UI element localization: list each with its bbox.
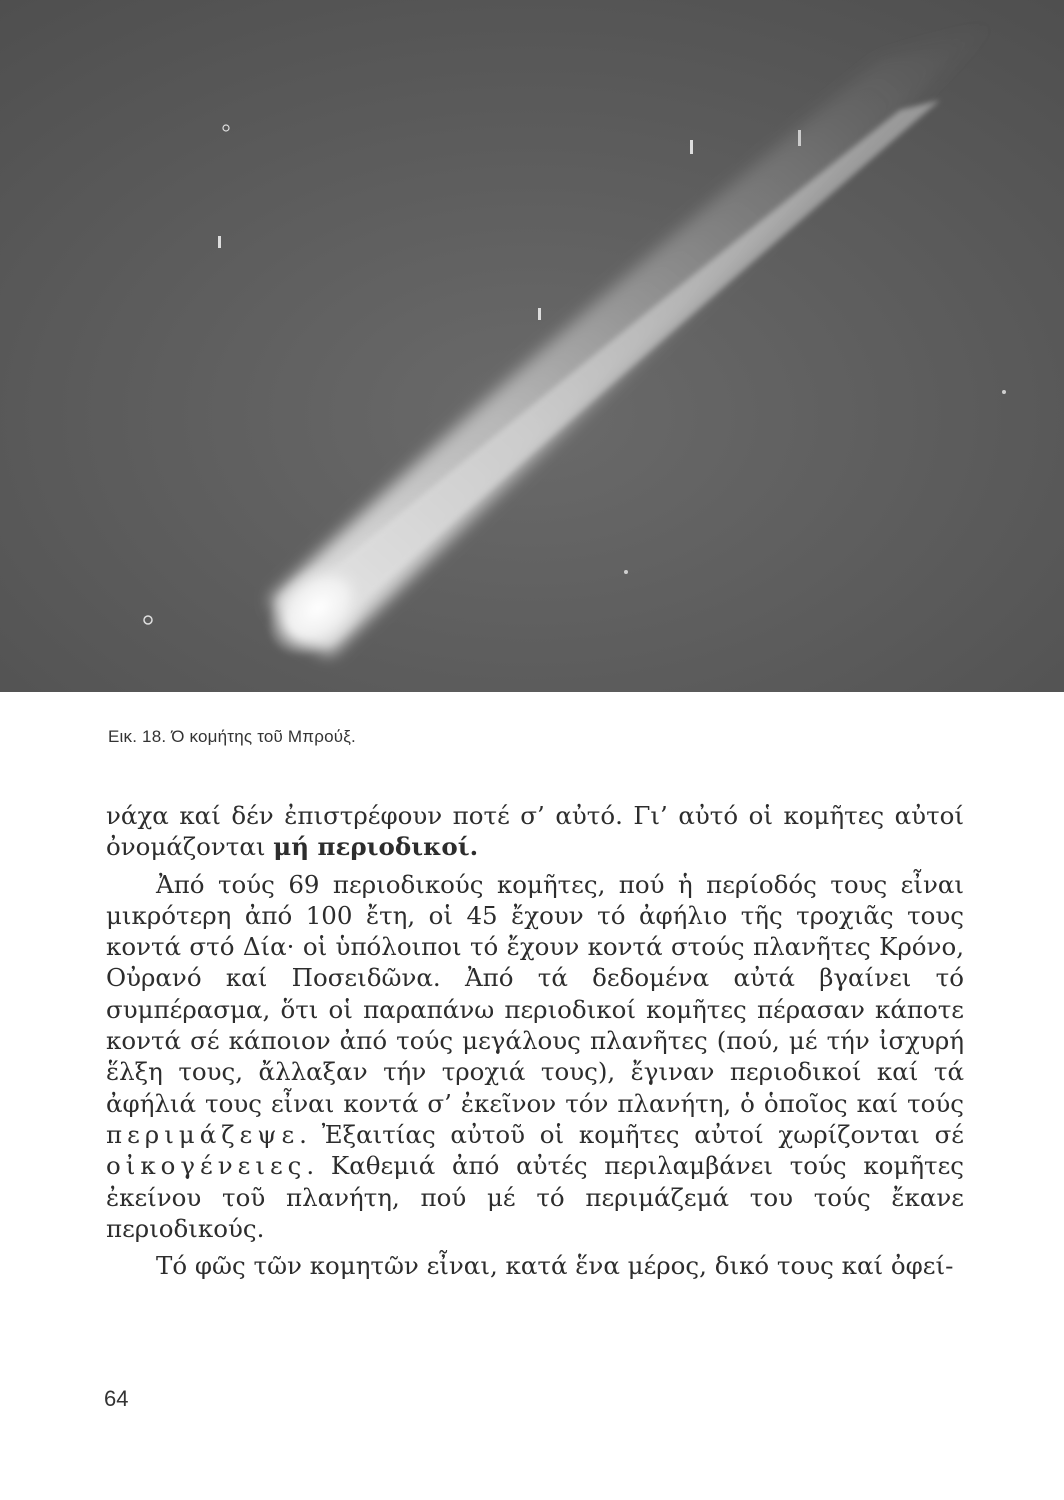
comet-icon bbox=[0, 0, 1064, 692]
term-non-periodic: μή περιοδικοί. bbox=[273, 832, 479, 862]
paragraph-2-part-3: . Καθεμιά ἀπό αὐτές περιλαμβάνει τούς κομῆτες ἐκείνου τοῦ πλανήτη, πού μέ τό περιμάζεμά του τούς ἔκανε περιοδικούς. bbox=[106, 1151, 964, 1243]
term-families: οἰκογένειες bbox=[106, 1151, 307, 1181]
body-text bbox=[106, 800, 964, 1281]
page-number: 64 bbox=[104, 1386, 129, 1411]
paragraph-1 bbox=[106, 800, 964, 863]
comet-photo bbox=[0, 0, 1064, 692]
term-gathered: περιμάζεψε bbox=[106, 1119, 300, 1149]
paragraph-2 bbox=[106, 869, 964, 1245]
paragraph-2-part-1: Ἀπό τούς 69 περιοδικούς κομῆτες, πού ἡ περίοδός τους εἶναι μικρότερη ἀπό 100 ἔτη, οἱ 45 ἔχουν τό ἀφήλιο τῆς τροχιᾶς τους κοντά στό Δία· οἱ ὑπόλοιποι τό ἔχουν κοντά στούς πλανῆτες Κρόνο, Οὐρανό καί Ποσειδῶνα. Ἀπό τά δεδομένα αὐτά βγαίνει τό συμπέρασμα, ὅτι οἱ παραπάνω περιοδικοί κομῆτες πέρασαν κάποτε κοντά σέ κάποιον ἀπό τούς μεγάλους πλανῆτες (πού, μέ τήν ἰσχυρή ἕλξη τους, ἄλλαξαν τήν τροχιά τους), ἔγιναν περιοδικοί καί τά ἀφήλιά τους εἶναι κοντά σ’ ἐκεῖνον τόν πλανήτη, ὁ ὁποῖος καί τούς bbox=[106, 869, 964, 1118]
paragraph-2-part-2: . Ἐξαιτίας αὐτοῦ οἱ κομῆτες αὐτοί χωρίζονται σέ bbox=[299, 1119, 964, 1149]
paragraph-3: Τό φῶς τῶν κομητῶν εἶναι, κατά ἕνα μέρος, δικό τους καί ὀφεί- bbox=[156, 1251, 954, 1281]
figure-caption: Εικ. 18. Ό κομήτης τοῦ Μπρούξ. bbox=[108, 727, 356, 746]
paragraph-1-text: νάχα καί δέν ἐπιστρέφουν ποτέ σ’ αὐτό. Γι’ αὐτό οἱ κομῆτες αὐτοί ὀνομάζονται bbox=[106, 801, 964, 862]
